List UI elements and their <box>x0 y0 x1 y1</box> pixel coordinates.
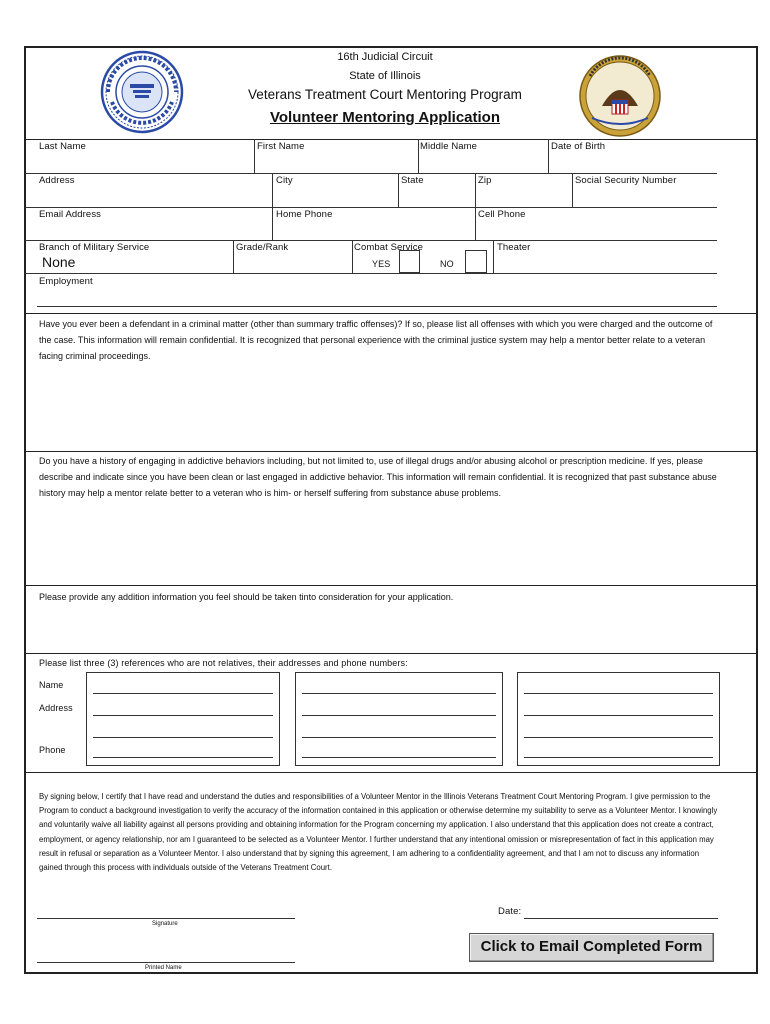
certification-text: By signing below, I certify that I have read and understand the duties and responsibilities of a Volunteer Mentor in the Illinois Veterans Treatment Court Mentoring Program. I give permission to the Program to conduct a background investigation to verify the accuracy of the information contained in this application or otherwise determine my suitability to serve as a Volunteer Mentor. I knowingly and voluntarily waive all liability against all persons providing and obtaining information for the Program concerning my application. I also understand that this application does not create a contract, employment, or agency relationship, nor am I guaranteed to be selected as a Volunteer Mentor. I further understand that any intentional omission or misrepresentation of fact in this application may result in refusal or separation as a Volunteer Mentor. I also understand that by signing this agreement, I am adhering to a confidentiality agreement, and that I am not to discuss any information gained through this process with individuals outside of the Veterans Treatment Court. <box>39 792 718 873</box>
combat-no-checkbox[interactable] <box>465 250 487 273</box>
divider <box>418 139 419 173</box>
divider <box>475 173 476 207</box>
branch-value[interactable]: None <box>42 254 76 270</box>
ref1-name-field[interactable] <box>93 693 273 694</box>
ref3-address-field-2[interactable] <box>524 737 713 738</box>
ref2-address-field-2[interactable] <box>302 737 496 738</box>
last-name-field[interactable] <box>25 173 717 174</box>
additional-question: Please provide any addition information you feel should be taken tinto consideration for your application. <box>39 592 454 602</box>
combat-label: Combat Service <box>354 242 423 253</box>
additional-answer-area[interactable] <box>30 610 752 650</box>
reference-3-box <box>517 672 720 766</box>
printed-name-label: Printed Name <box>145 965 182 971</box>
ref1-address-field[interactable] <box>93 715 273 716</box>
state-label: State <box>401 175 424 186</box>
theater-label: Theater <box>497 242 531 253</box>
divider <box>25 585 757 586</box>
cell-phone-label: Cell Phone <box>478 209 526 220</box>
employment-label: Employment <box>39 276 93 287</box>
reference-2-box <box>295 672 503 766</box>
printed-name-line[interactable] <box>37 962 295 963</box>
addictive-answer-area[interactable] <box>30 520 752 584</box>
divider <box>475 207 476 240</box>
ref-phone-label: Phone <box>39 745 66 755</box>
city-label: City <box>276 175 293 186</box>
ref2-phone-field[interactable] <box>302 757 496 758</box>
divider <box>352 240 353 274</box>
addictive-question: Do you have a history of engaging in addictive behaviors including, but not limited to, use of illegal drugs and/or abusing alcohol or prescription medicine. If yes, please describe and indicate since you have been clean or last engaged in addictive behavior. This information will remain confidential. It is recognized that past substance abuse history may help a mentor relate better to a veteran who is him- or herself suffering from substance abuse problems. <box>39 456 717 498</box>
address-field[interactable] <box>25 207 717 208</box>
home-phone-label: Home Phone <box>276 209 333 220</box>
state-heading: State of Illinois <box>349 70 421 82</box>
zip-label: Zip <box>478 175 492 186</box>
divider <box>25 653 757 654</box>
employment-field[interactable] <box>37 306 717 307</box>
branch-label: Branch of Military Service <box>39 242 150 253</box>
ref3-phone-field[interactable] <box>524 757 713 758</box>
ref2-name-field[interactable] <box>302 693 496 694</box>
ssn-label: Social Security Number <box>575 175 677 186</box>
signature-line[interactable] <box>37 918 295 919</box>
yes-label: YES <box>372 259 391 269</box>
ref3-name-field[interactable] <box>524 693 713 694</box>
last-name-label: Last Name <box>39 141 86 152</box>
ref1-phone-field[interactable] <box>93 757 273 758</box>
divider <box>25 451 757 452</box>
divider <box>272 207 273 240</box>
criminal-question: Have you ever been a defendant in a criminal matter (other than summary traffic offenses)? If so, please list all offenses with which you were charged and the outcome of the case. This information will remain confidential. It is recognized that personal experience with the criminal justice system may help a mentor better relate to a veteran facing criminal proceedings. <box>39 319 713 361</box>
references-prompt: Please list three (3) references who are not relatives, their addresses and phone numbers: <box>39 658 408 668</box>
middle-name-label: Middle Name <box>420 141 478 152</box>
divider <box>272 173 273 207</box>
date-label: Date: <box>498 906 522 917</box>
no-label: NO <box>440 259 454 269</box>
divider <box>548 139 549 173</box>
circuit-heading: 16th Judicial Circuit <box>337 51 433 63</box>
military-field[interactable] <box>25 273 717 274</box>
address-label: Address <box>39 175 75 186</box>
grade-label: Grade/Rank <box>236 242 289 253</box>
divider <box>233 240 234 274</box>
divider <box>254 139 255 173</box>
divider <box>25 772 757 773</box>
ref1-address-field-2[interactable] <box>93 737 273 738</box>
date-field[interactable] <box>524 918 718 919</box>
divider <box>398 173 399 207</box>
ref3-address-field[interactable] <box>524 715 713 716</box>
signature-label: Signature <box>152 921 178 927</box>
criminal-answer-area[interactable] <box>30 370 752 450</box>
divider <box>493 240 494 274</box>
email-label: Email Address <box>39 209 102 220</box>
ref-address-label: Address <box>39 703 73 713</box>
reference-1-box <box>86 672 280 766</box>
ref2-address-field[interactable] <box>302 715 496 716</box>
form-title: Volunteer Mentoring Application <box>270 109 500 126</box>
first-name-label: First Name <box>257 141 305 152</box>
combat-yes-checkbox[interactable] <box>399 250 420 273</box>
program-heading: Veterans Treatment Court Mentoring Program <box>248 87 522 102</box>
divider <box>572 173 573 207</box>
dob-label: Date of Birth <box>551 141 606 152</box>
divider <box>25 313 757 314</box>
divider <box>25 139 757 140</box>
email-form-button[interactable]: Click to Email Completed Form <box>469 933 714 962</box>
ref-name-label: Name <box>39 680 64 690</box>
email-field[interactable] <box>25 240 717 241</box>
